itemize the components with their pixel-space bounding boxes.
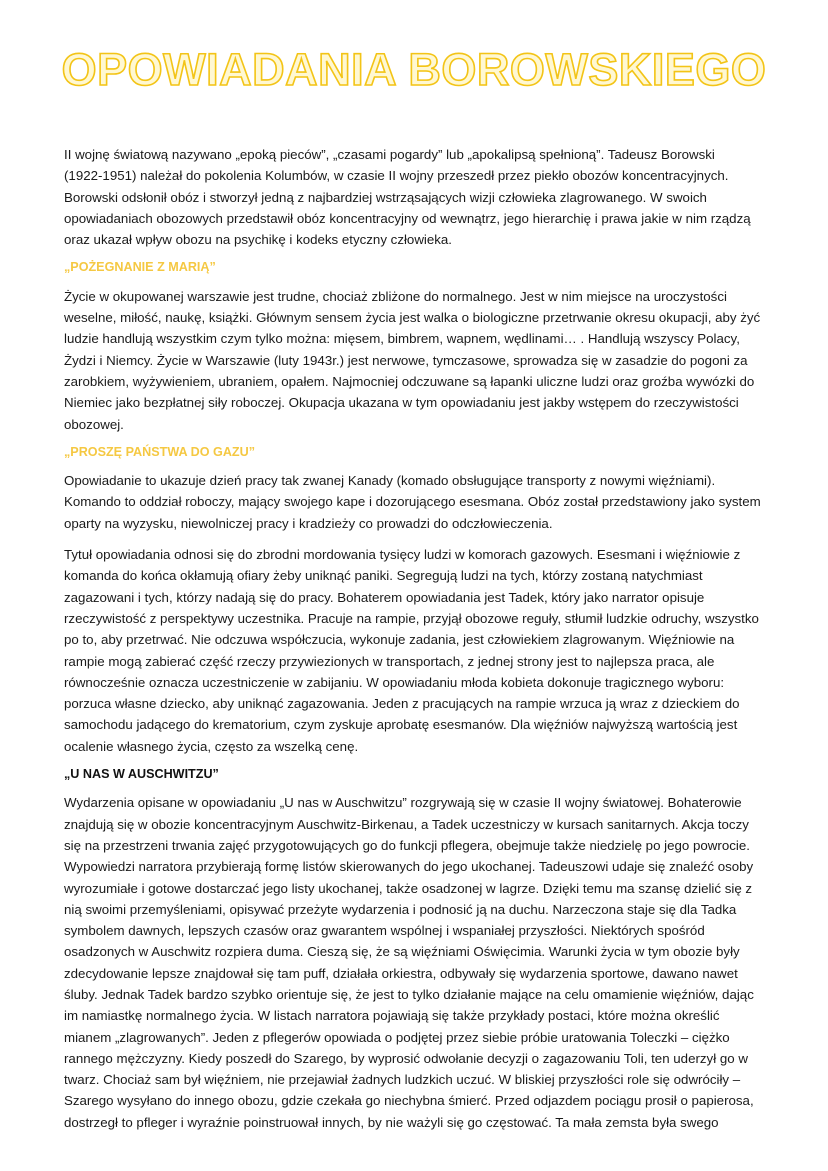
text-line: dostrzegł to pfleger i wyraźnie poinstruował innych, by nie ważyli się go częstować. Ta mała zemsta była swego: [64, 1114, 719, 1130]
text-line: oraz ukazał wpływ obozu na psychikę i kodeks etyczny człowieka.: [64, 232, 453, 248]
text-line: (1922-1951) należał do pokolenia Kolumbów, w czasie II wojny przeszedł przez piekło obozów koncentracyjnych.: [64, 168, 729, 184]
text-line: Opowiadanie to ukazuje dzień pracy tak zwanej Kanady (komado obsługujące transporty z nowymi więźniami).: [64, 473, 716, 489]
text-line: porzuca własne dziecko, aby uniknąć zagazowania. Jeden z pracujących na rampie wrzuca ją wraz z dzieckiem do: [64, 696, 740, 712]
text-line: II wojnę światową nazywano „epoką pieców”, „czasami pogardy” lub „apokalipsą spełnioną”. Tadeusz Borowski: [64, 147, 715, 162]
text-line: po to, aby przetrwać. Nie odczuwa współczucia, wykonuje zadania, jest człowiekiem zlagrowanym. Więźniowie na: [64, 632, 735, 648]
paragraph: [64, 286, 784, 435]
text-line: równocześnie oznacza uczestniczenie w zabijaniu. W opowiadaniu młoda kobieta dokonuje tragicznego wyboru:: [64, 674, 725, 690]
section-heading: „U NAS W AUSCHWITZU”: [64, 767, 219, 782]
text-line: wyrozumiałe i gotowe dostarczać jego listy ukochanej, także osadzonej w lagrze. Dzięki temu ma szansę dzielić się z: [64, 880, 753, 896]
text-line: śluby. Jednak Tadek bardzo szybko orientuje się, że jest to tylko działanie mające na celu omamienie więźniów, dając: [64, 986, 754, 1002]
text-line: rannego mężczyzny. Kiedy poszedł do Szarego, by wyprosić odwołanie decyzji o zagazowaniu Toli, ten uderzył go w: [64, 1050, 748, 1066]
text-line: Komando to oddział roboczy, mający swojego kape i dozorującego esesmana. Obóz został przedstawiony jako system: [64, 494, 761, 510]
text-line: Szarego wysyłano do innego obozu, gdzie czekała go niechybna śmierć. Przed odjazdem pociągu prosił o papierosa,: [64, 1093, 754, 1109]
text-line: im namiastkę normalnego życia. W listach narratora pojawiają się także przykłady postaci, które można określić: [64, 1008, 720, 1024]
text-line: ocalenie własnego życia, często za wszelką cenę.: [64, 738, 359, 754]
text-line: Tytuł opowiadania odnosi się do zbrodni mordowania tysięcy ludzi w komorach gazowych. Esesmani i więźniowie z: [64, 547, 741, 563]
text-line: rampie mogą zabierać część rzeczy przywiezionych w transportach, z jednej strony jest to najlepsza praca, ale: [64, 653, 715, 669]
text-line: komanda do końca okłamują ofiary żeby uniknąć paniki. Segregują ludzi na tych, którzy zostaną natychmiast: [64, 568, 703, 584]
paragraph: [64, 544, 784, 757]
text-line: się na przestrzeni trwania zajęć przygotowujących go do funkcji pflegera, obejmuje także niedzielę po jego powrocie.: [64, 837, 750, 853]
text-line: weselne, miłość, naukę, książki. Głównym sensem życia jest walka o biologiczne przetrwanie okresu okupacji, aby żyć: [64, 310, 761, 326]
text-line: twarz. Chociaż sam był więźniem, nie przejawiał żadnych ludzkich uczuć. W bliskiej przyszłości role się odwróciły –: [64, 1072, 741, 1088]
section-heading: „POŻEGNANIE Z MARIĄ”: [64, 260, 216, 275]
text-line: obozowej.: [64, 416, 124, 432]
text-line: ludzie handlują wszystkim czym tylko można: mięsem, bimbrem, wapnem, wędlinami… . Handlują wszyscy Polacy,: [64, 331, 740, 347]
text-line: symbolem dawnych, lepszych czasów oraz gwarantem wspólnej i wspaniałej przyszłości. Niektórych spośród: [64, 923, 705, 939]
text-line: nią swoimi przemyśleniami, opisywać przeżyte wydarzenia i podnosić ją na duchu. Narzeczona staje się dla Tadka: [64, 901, 737, 917]
text-line: Życie w okupowanej warszawie jest trudne, chociaż zbliżone do normalnego. Jest w nim miejsce na uroczystości: [64, 288, 727, 304]
text-line: mianem „zlagrowanych”. Jeden z pflegerów opowiada o podjętej przez siebie próbie uratowania Toleczki – ciężko: [64, 1029, 730, 1045]
document-body: [64, 144, 784, 1140]
text-line: Żydzi i Niemcy. Życie w Warszawie (luty 1943r.) jest nerwowe, tymczasowe, sprowadza się w zasadzie do pogoni za: [64, 352, 748, 368]
text-line: zagazowani i tych, którzy nadają się do pracy. Bohaterem opowiadania jest Tadek, który jako narrator opisuje: [64, 589, 705, 605]
text-line: osadzonych w Auschwitz rozpiera duma. Cieszą się, że są więźniami Oświęcimia. Warunki życia w tym obozie były: [64, 944, 740, 960]
section-heading: „PROSZĘ PAŃSTWA DO GAZU”: [64, 444, 256, 459]
text-line: rzeczywistość z perspektywy uczestnika. Pracuje na rampie, przyjął obozowe reguły, stłumił ludzkie odruchy, wszystko: [64, 610, 759, 626]
document-title: OPOWIADANIA BOROWSKIEGO: [61, 44, 767, 95]
text-line: samochodu jadącego do krematorium, czym zyskuje aprobatę esesmanów. Dla więźniów najwyższą wartością jest: [64, 717, 738, 733]
text-line: znajdują się w obozie koncentracyjnym Auschwitz-Birkenau, a Tadek uczestniczy w kursach sanitarnych. Akcja toczy: [64, 816, 749, 832]
paragraph: [64, 792, 784, 1133]
text-line: zarobkiem, wyżywieniem, ubraniem, opałem. Najmocniej odczuwane są łapanki uliczne ludzi oraz groźba wywózki do: [64, 373, 755, 389]
text-line: zdecydowanie lepsze znajdował się tam puff, działała orkiestra, odbywały się wydarzenia sportowe, dawano nawet: [64, 965, 738, 981]
paragraph: [64, 470, 784, 534]
text-line: Wypowiedzi narratora przybierają formę listów skierowanych do jego ukochanej. Tadeuszowi udaje się znaleźć osoby: [64, 859, 754, 875]
text-line: opowiadaniach obozowych przedstawił obóz koncentracyjny od wewnątrz, jego hierarchię i prawa jakie w nim rządzą: [64, 210, 751, 226]
paragraph: [64, 144, 784, 250]
text-line: Borowski odsłonił obóz i stworzył jedną z najbardziej wstrząsających wizji człowieka zlagrowanego. W swoich: [64, 189, 707, 205]
text-line: oparty na wyzysku, niewolniczej pracy i kradzieży co prowadzi do odczłowieczenia.: [64, 515, 553, 531]
text-line: Wydarzenia opisane w opowiadaniu „U nas w Auschwitzu” rozgrywają się w czasie II wojny światowej. Bohaterowie: [64, 795, 742, 811]
text-line: Niemiec jako bezpłatnej siły roboczej. Okupacja ukazana w tym opowiadaniu jest jakby wstępem do rzeczywistości: [64, 395, 739, 411]
